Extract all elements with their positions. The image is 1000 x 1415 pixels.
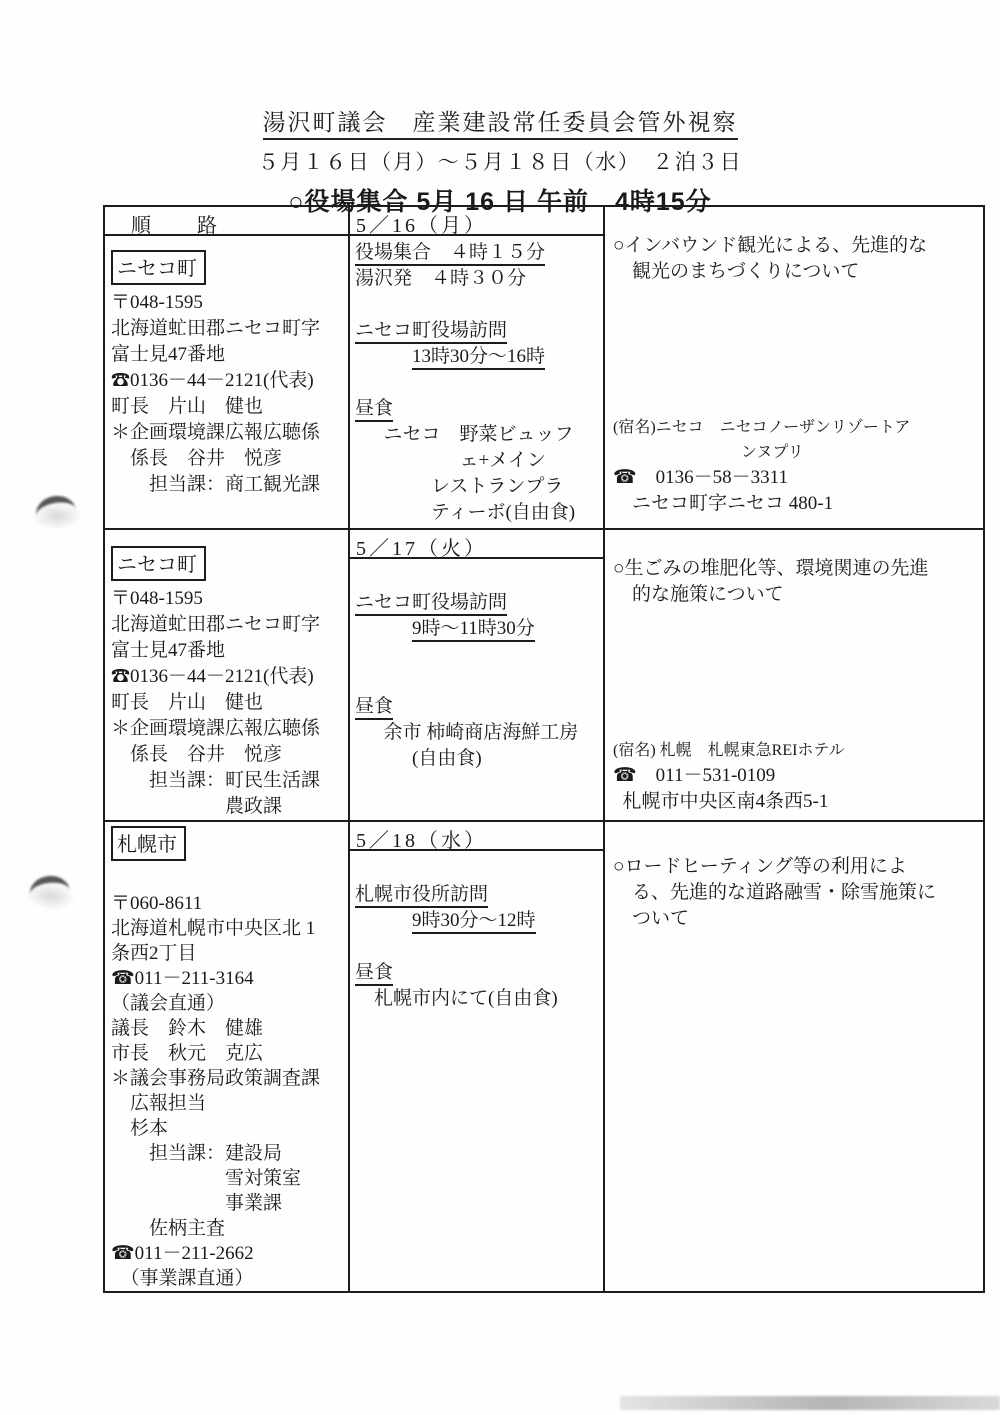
- text-line: 余市 柿崎商店海鮮工房: [383, 722, 579, 743]
- text-line: ェ+メイン: [459, 450, 546, 471]
- day2-schedule-cell: [350, 528, 605, 820]
- day1-schedule-cell: [350, 236, 605, 528]
- text-line: ☎011－211-2662: [111, 1243, 254, 1264]
- text-line: （議会直通）: [111, 993, 226, 1014]
- text-line: ＊議会事務局政策調査課: [111, 1068, 321, 1089]
- text-line: ニセコ町字ニセコ 480-1: [632, 493, 834, 514]
- trip-dates: ５月１６日（月）～５月１８日（水） ２泊３日: [257, 150, 743, 174]
- text-line: 雪対策室: [225, 1168, 302, 1189]
- text-line: 町長 片山 健也: [111, 396, 264, 417]
- text-line: 的な施策について: [632, 584, 784, 605]
- scan-artifact-smudge: [32, 494, 82, 528]
- text-line: [613, 608, 979, 634]
- itinerary-table: [103, 205, 985, 1293]
- day2-municipality-name: ニセコ町: [111, 546, 206, 581]
- day2-destination-cell: [105, 528, 350, 820]
- text-line: 係長 谷井 悦彦: [130, 448, 283, 469]
- text-line: 佐柄主査: [149, 1218, 226, 1239]
- text-line: [613, 337, 979, 363]
- day3-destination-lines: [111, 866, 346, 1291]
- day1-municipality: [111, 250, 346, 288]
- day3-topic-lines: [613, 828, 979, 932]
- route-header-label: 順 路: [131, 215, 219, 236]
- text-line: [355, 292, 603, 318]
- text-line: 担当課：建設局: [149, 1143, 283, 1164]
- text-line: 〒048-1595: [111, 588, 203, 609]
- day3-municipality-name: 札幌市: [111, 826, 186, 861]
- day1-date-cell: [350, 207, 605, 236]
- text-line: [613, 311, 979, 337]
- text-line: ＊企画環境課広報広聴係: [111, 718, 321, 739]
- day1-destination-lines: [111, 290, 346, 498]
- text-line: ニセコ町役場訪問: [355, 590, 603, 616]
- text-line: [355, 856, 603, 882]
- text-line: 9時30分～12時: [355, 908, 603, 934]
- day2-topic-cell: [605, 528, 983, 820]
- day2-municipality: [111, 546, 346, 584]
- text-line: ☎011－211-3164: [111, 968, 254, 989]
- text-line: 広報担当: [130, 1093, 207, 1114]
- text-line: ○ロードヒーティング等の利用によ: [613, 856, 907, 877]
- text-line: [613, 389, 979, 415]
- day3-date-label: 5／18（水）: [356, 830, 487, 852]
- text-line: （事業課直通）: [120, 1268, 254, 1289]
- text-line: 係長 谷井 悦彦: [130, 744, 283, 765]
- text-line: 昼食: [355, 694, 603, 720]
- text-line: [613, 634, 979, 660]
- day2-date-label: 5／17（火）: [356, 538, 487, 560]
- day3-schedule-cell: [350, 820, 605, 1291]
- text-line: 〒048-1595: [111, 292, 203, 313]
- assembly-note: ○役場集合 5月 16 日 午前 4時15分: [288, 188, 712, 216]
- text-line: ついて: [632, 908, 690, 929]
- text-line: 役場集合 ４時１５分: [355, 240, 603, 266]
- day2-topic-lines: [613, 556, 979, 815]
- text-line: [613, 660, 979, 686]
- page-title: [0, 104, 1000, 137]
- text-line: [613, 828, 979, 854]
- day1-schedule-lines: [355, 240, 603, 526]
- text-line: 富士見47番地: [111, 344, 226, 365]
- text-line: [355, 934, 603, 960]
- text-line: ＊企画環境課広報広聴係: [111, 422, 321, 443]
- text-line: ☎ 011－531-0109: [613, 765, 776, 786]
- text-line: 湯沢発 ４時３０分: [355, 268, 527, 289]
- text-line: る、先進的な道路融雪・除雪施策に: [632, 882, 937, 903]
- route-header-cell: [105, 207, 350, 236]
- text-line: 議長 鈴木 健雄: [111, 1018, 264, 1039]
- day3-schedule-lines: [350, 851, 603, 1012]
- text-line: 北海道虻田郡ニセコ町字: [111, 318, 321, 339]
- page-title-text: 湯沢町議会 産業建設常任委員会管外視察: [263, 110, 738, 140]
- text-line: 杉本: [130, 1118, 169, 1139]
- text-line: ☎ 0136－58－3311: [613, 467, 788, 488]
- text-line: 農政課: [225, 796, 283, 817]
- day2-schedule-lines: [350, 559, 603, 772]
- day1-date-label: 5／16（月）: [356, 215, 487, 236]
- text-line: 9時～11時30分: [355, 616, 603, 642]
- text-line: [355, 642, 603, 668]
- text-line: 札幌市中央区南4条西5-1: [622, 791, 829, 812]
- text-line: 北海道虻田郡ニセコ町字: [111, 614, 321, 635]
- scan-artifact-smudge: [25, 872, 77, 909]
- day2-date-strip: [350, 530, 603, 559]
- text-line: ○生ごみの堆肥化等、環境関連の先進: [613, 558, 929, 579]
- text-line: 担当課：商工観光課: [149, 474, 321, 495]
- text-line: 札幌市役所訪問: [355, 882, 603, 908]
- text-line: ☎0136－44－2121(代表): [111, 666, 314, 687]
- text-line: ンヌプリ: [741, 444, 804, 461]
- day1-municipality-name: ニセコ町: [111, 250, 206, 285]
- day3-topic-cell: [605, 820, 983, 1291]
- text-line: [355, 668, 603, 694]
- text-line: 昼食: [355, 960, 603, 986]
- text-line: 富士見47番地: [111, 640, 226, 661]
- text-line: (宿名) 札幌 札幌東急REIホテル: [613, 742, 845, 759]
- text-line: 13時30分～16時: [355, 344, 603, 370]
- text-line: 北海道札幌市中央区北 1: [111, 918, 316, 939]
- text-line: ○インバウンド観光による、先進的な: [613, 235, 928, 256]
- day1-destination-cell: [105, 236, 350, 528]
- day3-date-strip: [350, 822, 603, 851]
- day3-destination-cell: [105, 820, 350, 1291]
- day1-topic-cell: [605, 207, 983, 528]
- document-header: [0, 104, 1000, 218]
- text-line: [613, 285, 979, 311]
- day3-municipality: [111, 826, 346, 864]
- text-line: ニセコ町役場訪問: [355, 318, 603, 344]
- text-line: 〒060-8611: [111, 893, 203, 914]
- text-line: (自由食): [412, 748, 482, 769]
- text-line: 町長 片山 健也: [111, 692, 264, 713]
- text-line: 条西2丁目: [111, 943, 197, 964]
- text-line: [355, 370, 603, 396]
- text-line: 市長 秋元 克広: [111, 1043, 264, 1064]
- text-line: 札幌市内にて(自由食): [374, 988, 558, 1009]
- text-line: 昼食: [355, 396, 603, 422]
- text-line: ☎0136－44－2121(代表): [111, 370, 314, 391]
- text-line: (宿名)ニセコ ニセコノーザンリゾートア: [613, 419, 911, 436]
- text-line: [111, 866, 346, 891]
- text-line: ティーボ(自由食): [431, 502, 576, 523]
- text-line: [613, 712, 979, 738]
- text-line: [613, 363, 979, 389]
- text-line: レストランプラ: [431, 476, 564, 497]
- text-line: [613, 686, 979, 712]
- day2-destination-lines: [111, 586, 346, 820]
- text-line: 観光のまちづくりについて: [632, 261, 860, 282]
- text-line: 担当課：町民生活課: [149, 770, 321, 791]
- text-line: ニセコ 野菜ビュッフ: [383, 424, 574, 445]
- scan-artifact-bar: [620, 1396, 1000, 1410]
- text-line: [355, 564, 603, 590]
- day1-topic-lines: [613, 233, 979, 517]
- text-line: 事業課: [225, 1193, 283, 1214]
